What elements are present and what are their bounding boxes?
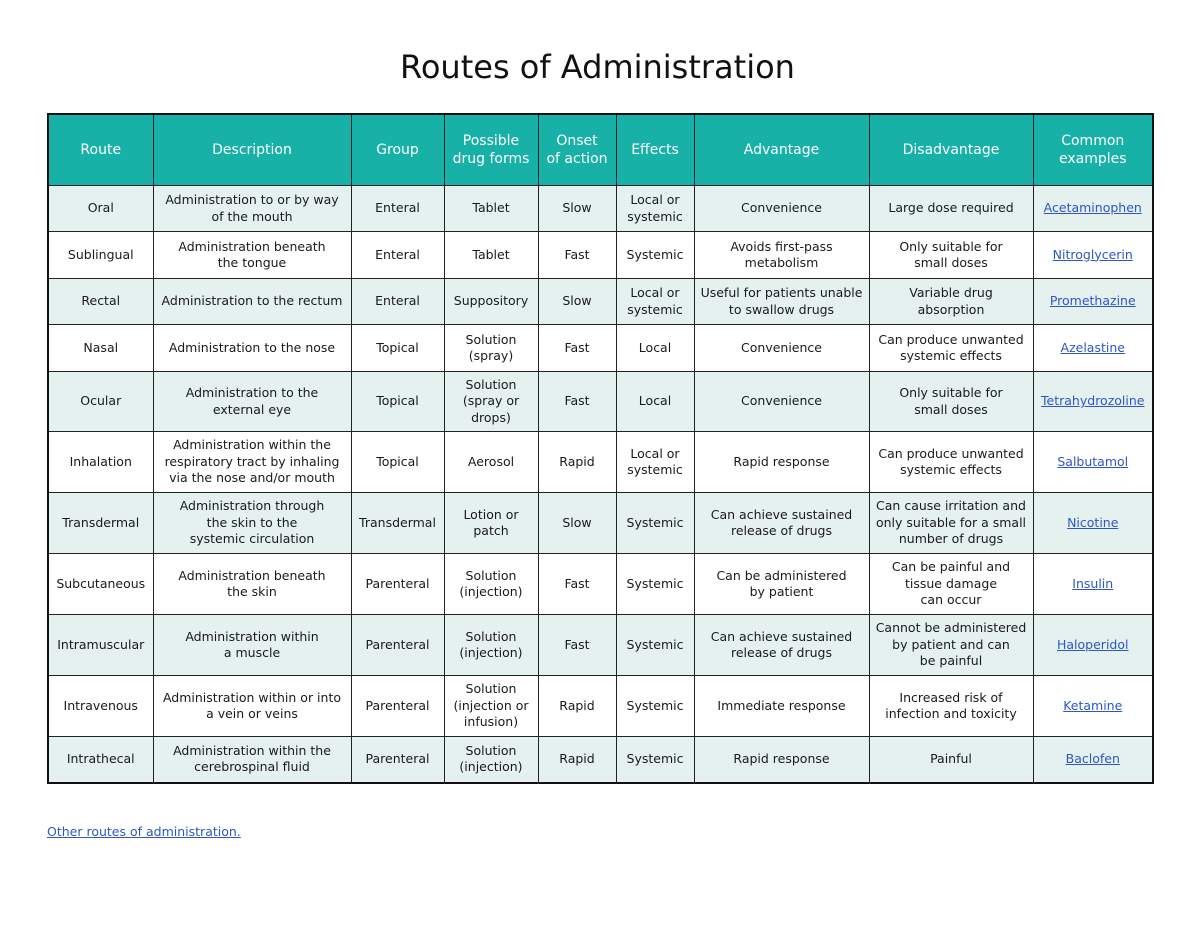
- description-cell: Administration to the external eye: [153, 372, 351, 432]
- effects-cell: Systemic: [616, 554, 694, 615]
- group-cell: Enteral: [351, 186, 444, 232]
- example-cell: [1033, 737, 1153, 783]
- advantage-cell: Convenience: [694, 186, 869, 232]
- column-header-description: Description: [153, 114, 351, 186]
- disadvantage-cell: Large dose required: [869, 186, 1033, 232]
- table-row: [48, 432, 1153, 493]
- effects-cell: Systemic: [616, 737, 694, 783]
- table-row: [48, 372, 1153, 432]
- drug-forms-cell: Solution (injection or infusion): [444, 676, 538, 737]
- description-cell: Administration within the cerebrospinal fluid: [153, 737, 351, 783]
- route-cell: Transdermal: [48, 493, 153, 554]
- example-link[interactable]: Azelastine: [1060, 339, 1125, 355]
- group-cell: Parenteral: [351, 737, 444, 783]
- table-row: [48, 186, 1153, 232]
- group-cell: Topical: [351, 325, 444, 372]
- route-cell: Intramuscular: [48, 615, 153, 676]
- route-cell: Intrathecal: [48, 737, 153, 783]
- drug-forms-cell: Lotion or patch: [444, 493, 538, 554]
- drug-forms-cell: Tablet: [444, 186, 538, 232]
- onset-cell: Fast: [538, 325, 616, 372]
- effects-cell: Systemic: [616, 676, 694, 737]
- column-header-onset: Onset of action: [538, 114, 616, 186]
- advantage-cell: Avoids first-pass metabolism: [694, 232, 869, 279]
- table-row: [48, 279, 1153, 325]
- table-row: [48, 737, 1153, 783]
- group-cell: Parenteral: [351, 554, 444, 615]
- table-row: [48, 615, 1153, 676]
- example-link[interactable]: Ketamine: [1063, 697, 1123, 713]
- group-cell: Transdermal: [351, 493, 444, 554]
- example-cell: [1033, 676, 1153, 737]
- effects-cell: Local: [616, 325, 694, 372]
- effects-cell: Local: [616, 372, 694, 432]
- example-cell: [1033, 186, 1153, 232]
- header-row: [48, 114, 1153, 186]
- description-cell: Administration within or into a vein or veins: [153, 676, 351, 737]
- example-cell: [1033, 372, 1153, 432]
- drug-forms-cell: Solution (injection): [444, 554, 538, 615]
- drug-forms-cell: Solution (injection): [444, 615, 538, 676]
- column-header-route: Route: [48, 114, 153, 186]
- onset-cell: Fast: [538, 372, 616, 432]
- example-link[interactable]: Baclofen: [1065, 751, 1120, 766]
- advantage-cell: Convenience: [694, 325, 869, 372]
- example-link[interactable]: Haloperidol: [1057, 636, 1129, 652]
- example-link[interactable]: Tetrahydrozoline: [1041, 393, 1145, 409]
- column-header-drug-forms: Possible drug forms: [444, 114, 538, 186]
- table-body: [48, 186, 1153, 783]
- effects-cell: Local or systemic: [616, 432, 694, 493]
- description-cell: Administration through the skin to the systemic circulation: [153, 493, 351, 554]
- route-cell: Rectal: [48, 279, 153, 325]
- routes-table: [47, 113, 1154, 784]
- route-cell: Nasal: [48, 325, 153, 372]
- advantage-cell: Can achieve sustained release of drugs: [694, 493, 869, 554]
- onset-cell: Fast: [538, 232, 616, 279]
- description-cell: Administration within a muscle: [153, 615, 351, 676]
- disadvantage-cell: Only suitable for small doses: [869, 372, 1033, 432]
- page-title: Routes of Administration: [400, 48, 795, 86]
- disadvantage-cell: Painful: [869, 737, 1033, 783]
- column-header-disadvantage: Disadvantage: [869, 114, 1033, 186]
- drug-forms-cell: Solution (spray): [444, 325, 538, 372]
- example-cell: [1033, 615, 1153, 676]
- group-cell: Enteral: [351, 279, 444, 325]
- effects-cell: Systemic: [616, 232, 694, 279]
- example-link[interactable]: Insulin: [1072, 575, 1114, 591]
- onset-cell: Rapid: [538, 737, 616, 783]
- drug-forms-cell: Aerosol: [444, 432, 538, 493]
- group-cell: Topical: [351, 432, 444, 493]
- description-cell: Administration to the nose: [153, 325, 351, 372]
- advantage-cell: Immediate response: [694, 676, 869, 737]
- disadvantage-cell: Can cause irritation and only suitable for a small number of drugs: [869, 493, 1033, 554]
- group-cell: Parenteral: [351, 615, 444, 676]
- group-cell: Parenteral: [351, 676, 444, 737]
- example-link[interactable]: Acetaminophen: [1043, 200, 1142, 216]
- disadvantage-cell: Increased risk of infection and toxicity: [869, 676, 1033, 737]
- table-header: [48, 114, 1153, 186]
- column-header-group: Group: [351, 114, 444, 186]
- group-cell: Enteral: [351, 232, 444, 279]
- table-row: [48, 232, 1153, 279]
- table-row: [48, 554, 1153, 615]
- table-row: [48, 325, 1153, 372]
- route-cell: Ocular: [48, 372, 153, 432]
- example-cell: [1033, 432, 1153, 493]
- example-link[interactable]: Nicotine: [1067, 514, 1119, 530]
- effects-cell: Systemic: [616, 493, 694, 554]
- advantage-cell: Can achieve sustained release of drugs: [694, 615, 869, 676]
- example-cell: [1033, 554, 1153, 615]
- example-link[interactable]: Salbutamol: [1057, 453, 1129, 469]
- onset-cell: Slow: [538, 279, 616, 325]
- column-header-examples: Common examples: [1033, 114, 1153, 186]
- route-cell: Intravenous: [48, 676, 153, 737]
- table-row: [48, 493, 1153, 554]
- onset-cell: Rapid: [538, 432, 616, 493]
- route-cell: Inhalation: [48, 432, 153, 493]
- description-cell: Administration beneath the skin: [153, 554, 351, 615]
- table-row: [48, 676, 1153, 737]
- example-link[interactable]: Promethazine: [1049, 293, 1136, 309]
- effects-cell: Systemic: [616, 615, 694, 676]
- example-link[interactable]: Nitroglycerin: [1052, 246, 1133, 262]
- route-cell: Subcutaneous: [48, 554, 153, 615]
- description-cell: Administration within the respiratory tract by inhaling via the nose and/or mouth: [153, 432, 351, 493]
- advantage-cell: Rapid response: [694, 737, 869, 783]
- disadvantage-cell: Variable drug absorption: [869, 279, 1033, 325]
- advantage-cell: Useful for patients unable to swallow drugs: [694, 279, 869, 325]
- disadvantage-cell: Can produce unwanted systemic effects: [869, 325, 1033, 372]
- route-cell: Sublingual: [48, 232, 153, 279]
- advantage-cell: Rapid response: [694, 432, 869, 493]
- description-cell: Administration beneath the tongue: [153, 232, 351, 279]
- drug-forms-cell: Suppository: [444, 279, 538, 325]
- onset-cell: Slow: [538, 493, 616, 554]
- disadvantage-cell: Only suitable for small doses: [869, 232, 1033, 279]
- route-cell: Oral: [48, 186, 153, 232]
- advantage-cell: Can be administered by patient: [694, 554, 869, 615]
- example-cell: [1033, 279, 1153, 325]
- other-routes-link[interactable]: Other routes of administration.: [47, 824, 241, 839]
- drug-forms-cell: Solution (spray or drops): [444, 372, 538, 432]
- onset-cell: Fast: [538, 554, 616, 615]
- advantage-cell: Convenience: [694, 372, 869, 432]
- drug-forms-cell: Tablet: [444, 232, 538, 279]
- description-cell: Administration to the rectum: [153, 279, 351, 325]
- onset-cell: Slow: [538, 186, 616, 232]
- onset-cell: Fast: [538, 615, 616, 676]
- onset-cell: Rapid: [538, 676, 616, 737]
- description-cell: Administration to or by way of the mouth: [153, 186, 351, 232]
- column-header-advantage: Advantage: [694, 114, 869, 186]
- disadvantage-cell: Can produce unwanted systemic effects: [869, 432, 1033, 493]
- group-cell: Topical: [351, 372, 444, 432]
- disadvantage-cell: Cannot be administered by patient and can be painful: [869, 615, 1033, 676]
- example-cell: [1033, 493, 1153, 554]
- disadvantage-cell: Can be painful and tissue damage can occur: [869, 554, 1033, 615]
- drug-forms-cell: Solution (injection): [444, 737, 538, 783]
- column-header-effects: Effects: [616, 114, 694, 186]
- example-cell: [1033, 325, 1153, 372]
- example-cell: [1033, 232, 1153, 279]
- effects-cell: Local or systemic: [616, 186, 694, 232]
- effects-cell: Local or systemic: [616, 279, 694, 325]
